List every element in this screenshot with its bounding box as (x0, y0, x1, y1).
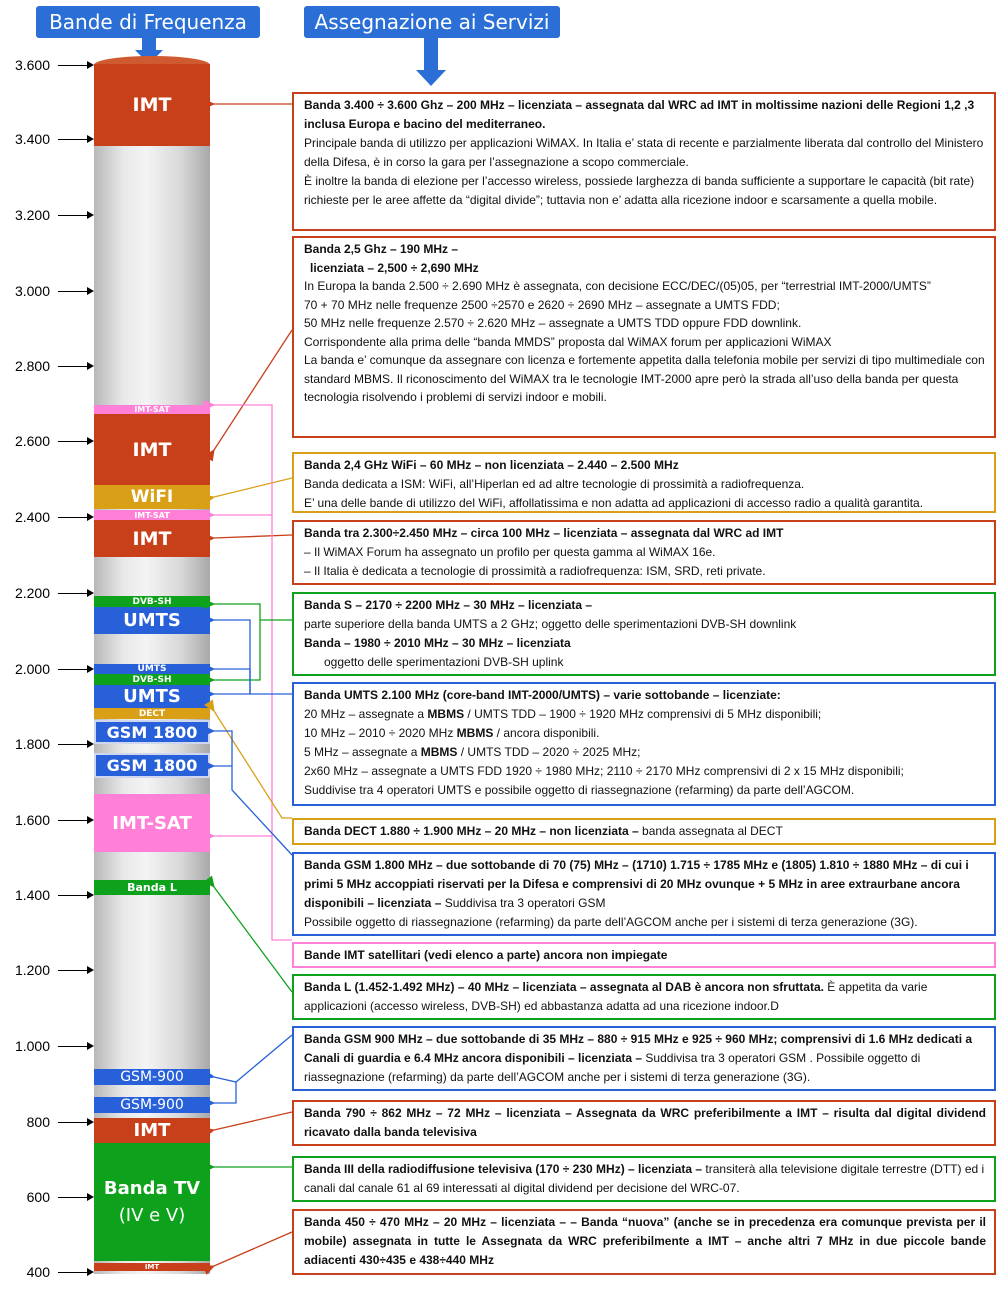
desc-3400-title: Banda 3.400 ÷ 3.600 Ghz – 200 MHz – licenziata – assegnata dal WRC ad IMT in moltissime nazioni delle Regioni 1,2 ,3 inclusa Europa e bacino del mediterraneo. (304, 98, 975, 131)
desc-box-dect (292, 818, 996, 845)
header-assegnazione: Assegnazione ai Servizi (304, 6, 560, 38)
desc-2500-line-2: 70 + 70 MHz nelle frequenze 2500 ÷2570 e 2620 ÷ 2690 MHz – assegnate a UMTS FDD; (304, 297, 780, 312)
desc-gsm900-line: Banda GSM 900 MHz – due sottobande di 35 MHz – 880 ÷ 915 MHz e 925 ÷ 960 MHz; comprensivi di 1.6 MHz dedicati a Canali di guardia e 6.4 MHz ancora disponibili – licenziata – Suddivisa tra 3 operatori GSM . Possibile oggetto di riassegnazione (refarming) da parte dell’AGCOM anche per i sistemi di terza generazione (3G). (304, 1032, 973, 1084)
tick-400: 400 (6, 1264, 96, 1280)
tick-1000: 1.000 (6, 1038, 96, 1054)
band-l: Banda L (94, 880, 210, 895)
header-bande: Bande di Frequenza (36, 6, 260, 38)
desc-2500-line-3: 50 MHz nelle frequenze 2.570 ÷ 2.620 MHz – assegnate a UMTS TDD oppure FDD downlink. (304, 316, 802, 330)
band-dect: DECT (94, 708, 210, 719)
desc-2500-title: Banda 2,5 Ghz – 190 MHz – (304, 242, 459, 256)
desc-2300-item-1: – Il WiMAX Forum ha assegnato un profilo per questa gamma al WiMAX 16e. (304, 545, 716, 559)
desc-banda-s-line-2: oggetto delle sperimentazioni DVB-SH uplink (324, 655, 564, 669)
desc-box-3400 (292, 92, 996, 231)
tick-2600: 2.600 (6, 433, 96, 449)
desc-umts-line-3: 5 MHz – assegnate a MBMS / UMTS TDD – 2020 ÷ 2025 MHz; (304, 745, 641, 759)
tick-1800: 1.800 (6, 736, 96, 752)
desc-2500-line-5: La banda e’ comunque da assegnare con licenza e fortemente appetita dalla telefonia mobile per servizi di tipo multimediale con standard MBMS. Il riconoscimento del WiMAX tra le tecnologie IMT-2000 apre però la strada all’uso della banda per questa tecnologia risolvendo i problemi di servizi indoor e mobili. (304, 353, 985, 404)
band-umts-2025: UMTS (94, 664, 210, 674)
desc-box-gsm1800 (292, 852, 996, 936)
band-imt-800: IMT (94, 1118, 210, 1143)
tick-2200: 2.200 (6, 585, 96, 601)
band-imt-450: IMT (94, 1263, 210, 1271)
desc-umts-line-1: 20 MHz – assegnate a MBMS / UMTS TDD – 1900 ÷ 1920 MHz comprensivi di 5 MHz disponibili; (304, 707, 822, 721)
desc-tv-line: Banda III della radiodiffusione televisiva (170 ÷ 230 MHz) – licenziata – transiterà alla televisione digitale terrestre (DTT) ed i canali dal canale 61 al 69 interessati al digital dividend per decisione del WRC-07. (304, 1162, 985, 1195)
desc-dect-line: Banda DECT 1.880 ÷ 1.900 MHz – 20 MHz – non licenziata – banda assegnata al DECT (304, 824, 783, 838)
band-umts-2110: UMTS (94, 607, 210, 634)
tick-800: 800 (6, 1114, 96, 1130)
tick-3000: 3.000 (6, 283, 96, 299)
tick-2400: 2.400 (6, 509, 96, 525)
desc-2500-line-1: In Europa la banda 2.500 ÷ 2.690 MHz è assegnata, con decisione ECC/DEC/(05)05, per “terrestrial IMT-2000/UMTS” (304, 279, 931, 293)
desc-gsm1800-line-2: Possibile oggetto di riassegnazione (refarming) da parte dell’AGCOM anche per i sistemi di terza generazione (3G). (304, 915, 918, 929)
band-imt-3400: IMT (94, 64, 210, 146)
band-imt-2600: IMT (94, 414, 210, 485)
desc-wifi-line-2: E’ una delle bande di utilizzo del WiFi, affollatissima e non adatta ad applicazioni di accesso radio a qualità garantita. (304, 496, 924, 510)
band-gsm1800-uplink: GSM 1800 (94, 753, 210, 778)
desc-3400-text: Principale banda di utilizzo per applicazioni WiMAX. In Italia e’ stata di recente e parzialmente liberata dal controllo del Ministero della Difesa, è in corso la gara per l’assegnazione a scopo commerciale. (304, 136, 984, 169)
desc-wifi-title: Banda 2,4 GHz WiFi – 60 MHz – non licenziata – 2.440 – 2.500 MHz (304, 458, 679, 472)
desc-2300-item-2: – Il Italia è dedicata a tecnologie di prossimità a radiofrequenza: ISM, SRD, reti private. (304, 564, 766, 578)
desc-umts-title: Banda UMTS 2.100 MHz (core-band IMT-2000/UMTS) – varie sottobande – licenziate: (304, 688, 781, 702)
desc-box-2300 (292, 520, 996, 585)
desc-wifi-line-1: Banda dedicata a ISM: WiFi, all’Hiperlan ed ad altre tecnologie di prossimità a radiofrequenza. (304, 477, 805, 491)
band-umts-1920: UMTS (94, 685, 210, 708)
desc-umts-line-4: 2x60 MHz – assegnate a UMTS FDD 1920 ÷ 1980 MHz; 2110 ÷ 2170 MHz comprensivi di 2 x 15 MHz disponibili; (304, 764, 904, 778)
band-imt-sat-2400: IMT-SAT (94, 510, 210, 520)
desc-banda-l-line: Banda L (1.452-1.492 MHz) – 40 MHz – licenziata – assegnata al DAB è ancora non sfruttata. È appetita da varie applicazioni (accesso wireless, DVB-SH) ed abbastanza adatta ad una ricezione indoor.D (304, 980, 928, 1013)
desc-banda-s-title: Banda S – 2170 ÷ 2200 MHz – 30 MHz – licenziata – (304, 598, 593, 612)
band-gsm900-uplink: GSM-900 (94, 1097, 210, 1113)
desc-imt-sat-line: Bande IMT satellitari (vedi elenco a parte) ancora non impiegate (304, 948, 668, 962)
tick-2000: 2.000 (6, 661, 96, 677)
band-tv-sublabel: (IV e V) (118, 1205, 186, 1226)
tick-3600: 3.600 (6, 57, 96, 73)
band-gsm900-downlink: GSM-900 (94, 1069, 210, 1085)
desc-box-banda-s (292, 592, 996, 676)
desc-box-umts (292, 682, 996, 806)
desc-umts-line-5: Suddivise tra 4 operatori UMTS e possibile oggetto di riassegnazione (refarming) da parte dell’AGCOM. (304, 783, 855, 797)
band-imt-sat-2650: IMT-SAT (94, 405, 210, 414)
desc-banda-s-line-1: parte superiore della banda UMTS a 2 GHz; oggetto delle sperimentazioni DVB-SH downlink (304, 617, 797, 631)
band-dvb-sh-1980: DVB-SH (94, 674, 210, 685)
desc-2500-line-4: Corrispondente alla prima delle “banda MMDS” proposta dal WiMAX forum per applicazioni WiMAX (304, 334, 832, 349)
band-imt-sat-1600: IMT-SAT (94, 794, 210, 852)
desc-gsm1800-line-1: Banda GSM 1.800 MHz – due sottobande di 70 (75) MHz – (1710) 1.715 ÷ 1785 MHz e (1805) 1.810 ÷ 1880 MHz – di cui i primi 5 MHz accoppiati riservati per la Difesa e comprensivi di 20 MHz ovunque + 5 MHz in aree extraurbane ancora disponibili – licenziata – Suddivisa tra 3 operatori GSM (304, 858, 969, 910)
tick-2800: 2.800 (6, 358, 96, 374)
desc-box-790 (292, 1100, 996, 1146)
desc-450-line: Banda 450 ÷ 470 MHz – 20 MHz – licenziata – – Banda “nuova” (anche se in precedenza era comunque prevista per il mobile) assegnata in tutte le Assegnata da WRC preferibilmente a IMT – anche altri 7 MHz in due piccole bande adiacenti 430÷435 e 438÷440 MHz (304, 1215, 986, 1267)
band-dvb-sh-2170: DVB-SH (94, 596, 210, 607)
desc-box-wifi (292, 452, 996, 513)
tick-1600: 1.600 (6, 812, 96, 828)
tick-1400: 1.400 (6, 887, 96, 903)
band-tv-label: Banda TV (103, 1178, 201, 1199)
desc-box-gsm900 (292, 1026, 996, 1091)
band-gsm1800-downlink: GSM 1800 (94, 720, 210, 744)
desc-box-tv (292, 1156, 996, 1202)
desc-2500-subtitle: licenziata – 2,500 ÷ 2,690 MHz (310, 260, 479, 275)
band-imt-2350: IMT (94, 520, 210, 557)
desc-2300-title: Banda tra 2.300÷2.450 MHz – circa 100 MHz – licenziata – assegnata dal WRC ad IMT (304, 526, 784, 540)
desc-box-450 (292, 1209, 996, 1275)
desc-umts-line-2: 10 MHz – 2010 ÷ 2020 MHz MBMS / ancora disponibili. (304, 726, 600, 740)
desc-790-line: Banda 790 ÷ 862 MHz – 72 MHz – licenziata – Assegnata da WRC preferibilmente a IMT – risulta dal digital dividend ricavato dalla banda televisiva (304, 1106, 986, 1139)
desc-3400-text-2: È inoltre la banda di elezione per l’accesso wireless, possiede larghezza di banda sufficiente a supportare le capacità (bit rate) richieste per le aree affette da “digital divide”; tuttavia non e’ adatta alla ricezione indoor e scarsamente a quella mobile. (304, 174, 975, 207)
desc-banda-s-title-2: Banda – 1980 ÷ 2010 MHz – 30 MHz – licenziata (304, 636, 571, 650)
desc-box-2500 (292, 236, 996, 438)
tick-1200: 1.200 (6, 962, 96, 978)
tick-600: 600 (6, 1189, 96, 1205)
tick-3200: 3.200 (6, 207, 96, 223)
desc-box-banda-l (292, 974, 996, 1020)
band-wifi: WiFI (94, 485, 210, 509)
desc-box-imt-sat (292, 942, 996, 968)
tick-3400: 3.400 (6, 131, 96, 147)
